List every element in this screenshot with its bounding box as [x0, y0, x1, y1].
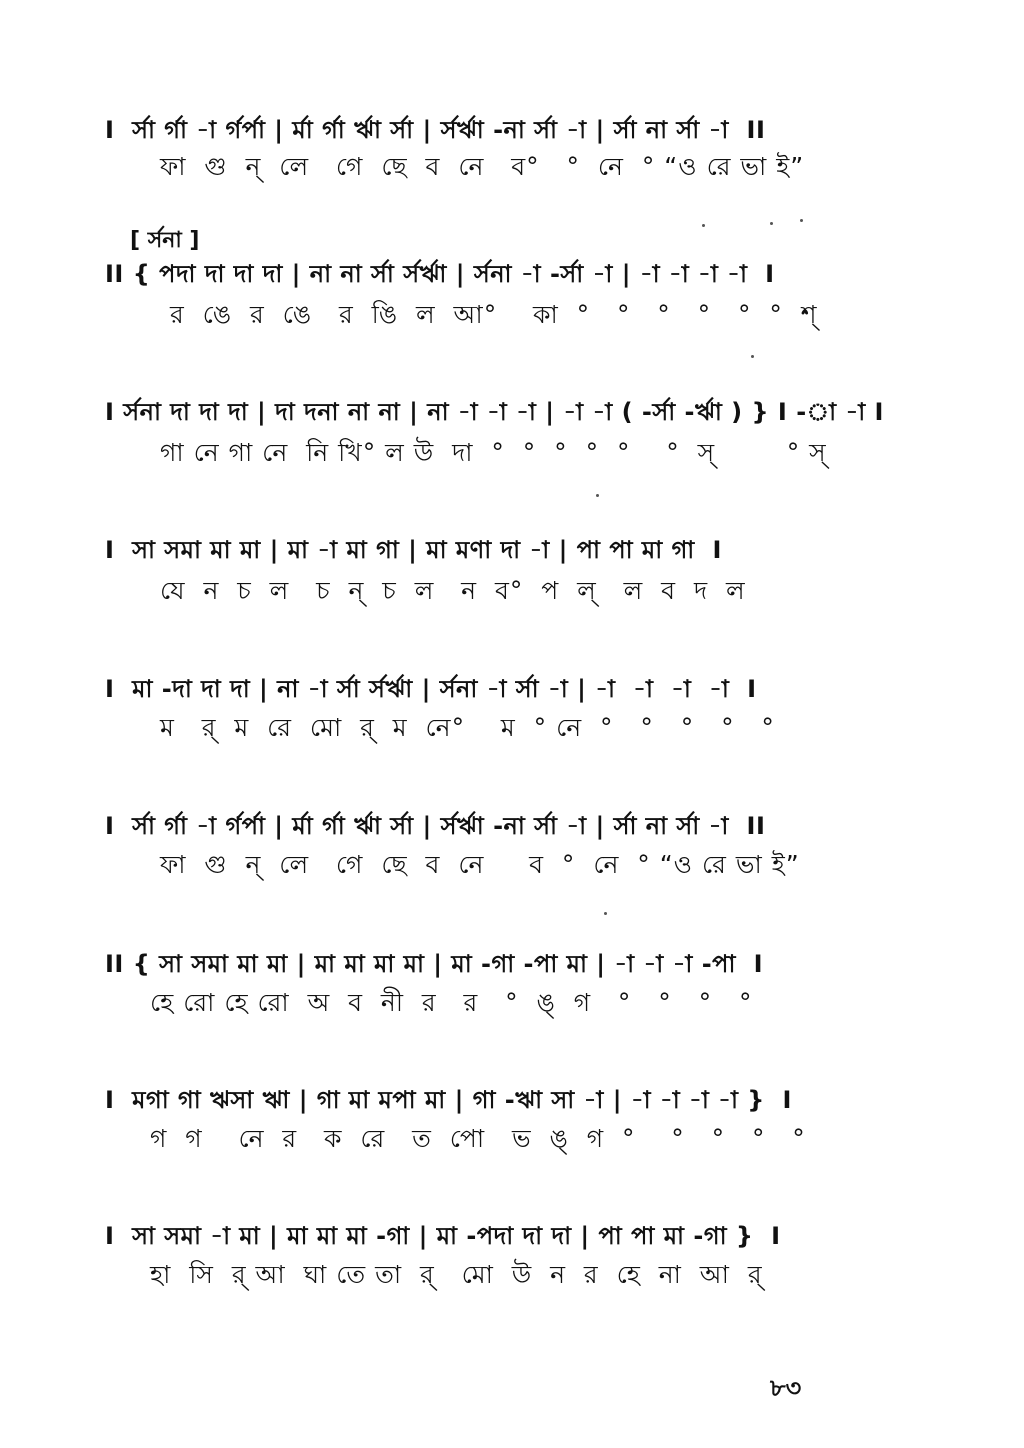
lyric-row-8: গ গ নে র ক রে ত পো ভ ঙ্ গ ° ° ° ° °: [150, 1124, 806, 1153]
scan-speck: [596, 494, 599, 497]
scan-speck: [751, 355, 754, 358]
lyric-row-1: ফা গু ন্ লে গে ছে ব নে ব° ° নে ° “ও রে ভা ই”: [160, 152, 805, 181]
lyric-row-2: র ঙে র ঙে র ঙি ল আ° কা ° ° ° ° ° ° শ্: [170, 300, 818, 329]
swara-row-8: I মগা গা ঋসা ঋা | গা মা মপা মা | গা -ঋা সা -া | -া -া -া -া } I: [105, 1086, 792, 1114]
scan-speck: [800, 219, 803, 222]
swara-row-5: I মা -দা দা দা | না -া র্সা র্সর্ঋা | র্সনা -া র্সা -া | -া -া -া -া I: [105, 675, 757, 703]
scan-speck: [770, 222, 773, 225]
scan-speck: [604, 912, 607, 915]
swara-row-3: I র্সনা দা দা দা | দা দনা না না | না -া -া -া | -া -া ( -র্সা -র্ঋা ) } I -া -া I: [105, 398, 884, 426]
section-marker: [ র্সনা ]: [130, 228, 200, 253]
page-number: ৮৩: [770, 1374, 802, 1402]
lyric-row-7: হে রো হে রো অ ব নী র র ° ঙ্ গ ° ° ° °: [150, 988, 753, 1017]
scan-speck: [702, 224, 705, 227]
lyric-row-5: ম র্ ম রে মো র্ ম নে° ম ° নে ° ° ° ° °: [160, 713, 775, 742]
swara-row-9: I সা সমা -া মা | মা মা মা -গা | মা -পদা দা দা | পা পা মা -গা } I: [105, 1222, 781, 1250]
swara-row-2: II { পদা দা দা দা | না না র্সা র্সর্ঋা | র্সনা -া -র্সা -া | -া -া -া -া I: [105, 260, 775, 288]
lyric-row-3: গা নে গা নে নি খি° ল উ দা ° ° ° ° ° ° স্ ° স্: [160, 438, 827, 467]
swara-row-1: I র্সা র্গা -া র্গর্পা | র্মা র্গা র্ঋা র্সা | র্সর্ঋা -না র্সা -া | র্সা না র্সা -া II: [105, 116, 766, 144]
lyric-row-9: হা সি র্ আ ঘা তে তা র্ মো উ ন র হে না আ র্: [150, 1260, 763, 1289]
swara-row-7: II { সা সমা মা মা | মা মা মা মা | মা -গা -পা মা | -া -া -া -পা I: [105, 950, 764, 978]
lyric-row-4: যে ন চ ল চ ন্ চ ল ন ব° প ল্ ল ব দ ল: [160, 576, 746, 605]
lyric-row-6: ফা গু ন্ লে গে ছে ব নে ব ° নে ° “ও রে ভা ই”: [160, 850, 800, 879]
swara-row-4: I সা সমা মা মা | মা -া মা গা | মা মণা দা -া | পা পা মা গা I: [105, 536, 722, 564]
swara-row-6: I র্সা র্গা -া র্গর্পা | র্মা র্গা র্ঋা র্সা | র্সর্ঋা -না র্সা -া | র্সা না র্সা -া II: [105, 812, 766, 840]
